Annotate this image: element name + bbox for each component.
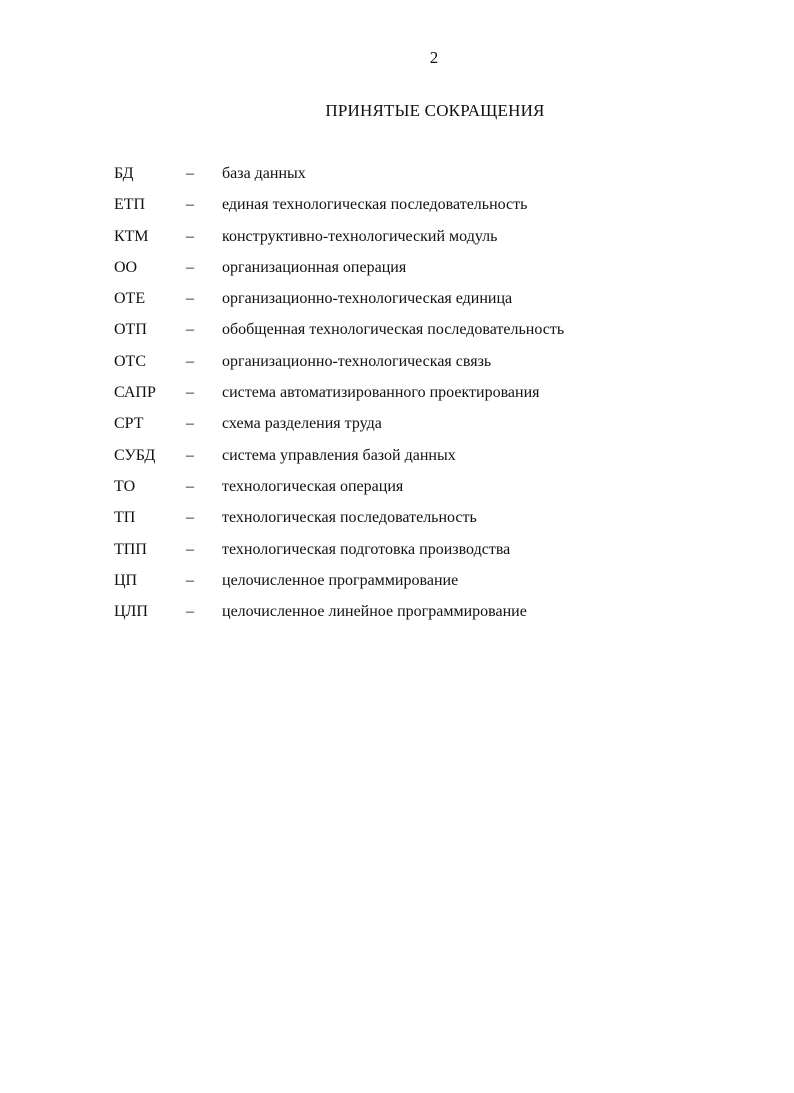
abbreviation-term: ОТЕ — [114, 290, 146, 308]
page-title: ПРИНЯТЫЕ СОКРАЩЕНИЯ — [325, 101, 545, 120]
abbreviation-definition: организационно-технологическая связь — [222, 352, 492, 370]
abbreviation-term: ОО — [114, 258, 138, 276]
abbreviation-dash: – — [186, 321, 194, 339]
abbreviation-definition: система автоматизированного проектирования — [222, 384, 540, 402]
abbreviation-term: БД — [114, 165, 134, 182]
abbreviation-term: ОТС — [114, 352, 146, 370]
abbreviation-term: СРТ — [114, 415, 144, 433]
abbreviation-definition: технологическая последовательность — [222, 509, 477, 527]
abbreviation-definition: база данных — [222, 165, 306, 182]
abbreviation-term: ТО — [114, 477, 136, 495]
abbreviation-dash: – — [186, 227, 194, 245]
abbreviation-term: КТМ — [114, 227, 149, 245]
abbreviation-dash: – — [186, 540, 194, 558]
abbreviation-term: ЕТП — [114, 196, 146, 214]
abbreviation-dash: – — [186, 196, 194, 214]
abbreviation-definition: технологическая подготовка производства — [222, 540, 511, 558]
abbreviation-definition: целочисленное линейное программирование — [222, 603, 527, 621]
abbreviation-dash: – — [186, 290, 194, 308]
abbreviation-dash: – — [186, 352, 194, 370]
abbreviation-dash: – — [186, 603, 194, 621]
abbreviation-term: ОТП — [114, 321, 147, 339]
page-number: 2 — [429, 48, 439, 67]
abbreviation-dash: – — [186, 446, 194, 464]
abbreviation-term: ЦП — [114, 571, 138, 589]
abbreviation-definition: организационная операция — [222, 258, 407, 276]
abbreviation-term: ТПП — [114, 540, 147, 558]
abbreviation-definition: обобщенная технологическая последовательность — [222, 321, 565, 339]
abbreviation-dash: – — [186, 571, 194, 589]
abbreviation-definition: единая технологическая последовательность — [222, 196, 528, 214]
abbreviation-dash: – — [186, 477, 194, 495]
abbreviation-definition: организационно-технологическая единица — [222, 290, 513, 308]
abbreviation-dash: – — [186, 509, 194, 527]
abbreviation-definition: схема разделения труда — [222, 415, 382, 433]
abbreviation-dash: – — [186, 165, 194, 182]
abbreviation-definition: конструктивно-технологический модуль — [222, 227, 498, 245]
abbreviation-definition: технологическая операция — [222, 477, 404, 495]
abbreviation-term: САПР — [114, 384, 156, 402]
abbreviation-term: СУБД — [114, 446, 156, 464]
abbreviation-dash: – — [186, 415, 194, 433]
abbreviation-dash: – — [186, 384, 194, 402]
abbreviation-term: ЦЛП — [114, 603, 148, 621]
abbreviation-term: ТП — [114, 509, 136, 527]
abbreviation-dash: – — [186, 258, 194, 276]
abbreviation-definition: система управления базой данных — [222, 446, 456, 464]
abbreviation-definition: целочисленное программирование — [222, 571, 459, 589]
